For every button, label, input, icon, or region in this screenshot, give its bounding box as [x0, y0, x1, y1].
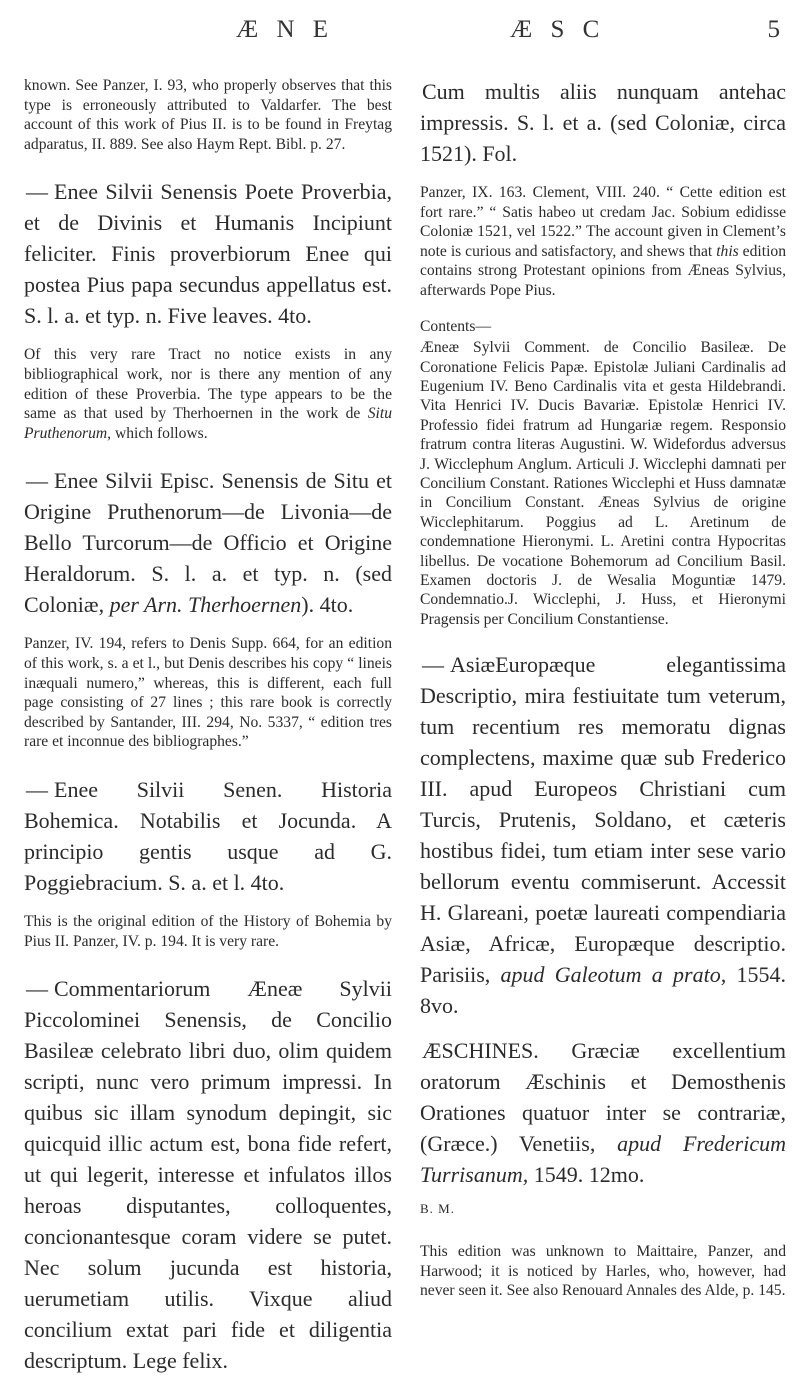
note-text: Panzer, IX. 163. Clement, VIII. 240. “ Cette edition est fort rare.” “ Satis habeo ut credam Jac. Sobium edidisse Coloniæ 1521, vel 1522.” The account given in Clement’s note is curious and satisfactory, and shews that [420, 184, 786, 260]
entry-commentariorum-continued: Cum multis aliis nunquam antehac impressis. S. l. et a. (sed Coloniæ, circa 1521). Fol. [420, 79, 786, 166]
entry-historia-bohemica-note: This is the original edition of the History of Bohemia by Pius II. Panzer, IV. p. 194. It is very rare. [24, 912, 392, 950]
entry-commentariorum-note [420, 183, 786, 301]
entry-dash: — [422, 652, 444, 678]
running-head-right: Æ S C [510, 16, 606, 43]
entry-text-end: 1554. 8vo. [420, 962, 786, 1019]
entry-italic: per Arn. Therhoernen [109, 592, 302, 618]
page-number: 5 [767, 16, 780, 43]
entry-aeschines [420, 1035, 786, 1224]
entry-text: AsiæEuropæque elegantissima Descriptio, mira festiuitate tum veterum, tum recentium res memoratu dignas complectens, maxime quæ sub Frederico III. apud Europeos Christiani cum Turcis, Prutenis, Soldano, et cæteris hostibus fidei, tum etiam inter sese vario bellorum eventu commiserunt. Accessit H. Glareani, poetæ laureati compendiaria Asiæ, Africæ, Europæque descriptio. Parisiis, [420, 652, 786, 988]
entry-aeschines-note: This edition was unknown to Maittaire, Panzer, and Harwood; it is noticed by Harles, who, however, had never seen it. See also Renouard Annales des Alde, p. 145. [420, 1243, 786, 1300]
entry-dash: — [26, 179, 48, 205]
intro-note: known. See Panzer, I. 93, who properly observes that this type is erroneously attributed to Valdarfer. The best account of this work of Pius II. is to be found in Freytag adparatus, II. 889. See also Haym Rept. Bibl. p. 27. [24, 77, 392, 153]
entry-commentariorum [24, 973, 392, 1376]
entry-proverbia [24, 176, 392, 331]
entry-proverbia-note [24, 345, 392, 443]
note-text-end: which follows. [111, 424, 208, 442]
entry-text-end: ). 4to. [301, 592, 354, 618]
entry-dash: — [26, 776, 48, 802]
note-italic: Situ Pruthenorum, [24, 405, 392, 442]
running-header [0, 16, 800, 56]
note-italic: this [716, 242, 739, 260]
entry-italic: apud Fredericum Turrisanum, [420, 1131, 786, 1188]
entry-pruthenorum [24, 465, 392, 620]
entry-italic: apud Galeotum a prato, [500, 962, 727, 988]
entry-text: Enee Silvii Senen. Historia Bohemica. Notabilis et Jocunda. A principio gentis usque ad G. Poggiebracium. S. a. et l. 4to. [24, 776, 392, 895]
entry-heading: ÆSCHINES. [422, 1038, 539, 1064]
library-initials: B. M. [420, 1201, 455, 1217]
entry-dash: — [26, 468, 48, 494]
entry-pruthenorum-note: Panzer, IV. 194, refers to Denis Supp. 664, for an edition of this work, s. a et l., but Denis describes his copy “ lineis inæquali numero,” whereas, this is different, each full page consisting of 27 lines ; this rare book is correctly described by Santander, III. 294, No. 5337, “ edition tres rare et inconnue des bibliographes.” [24, 635, 392, 751]
entry-asiae-europaeque [420, 649, 786, 1021]
entry-text-end: 1549. 12mo. [528, 1162, 645, 1188]
contents-heading: Contents— [420, 317, 492, 335]
note-text-end: edition contains strong Protestant opinions from Æneas Sylvius, afterwards Pope Pius. [420, 242, 786, 299]
entry-text: Græciæ excellentium oratorum Æschinis et Demosthenis Orationes quatuor inter se contrariæ, (Græce.) Venetiis, [420, 1038, 786, 1157]
entry-text: Enee Silvii Episc. Senensis de Situ et Origine Pruthenorum—de Livonia—de Bello Turcorum—de Officio et Origine Heraldorum. S. l. a. et typ. n. (sed Coloniæ, [24, 468, 392, 618]
left-column [24, 76, 392, 1390]
running-head-left: Æ N E [236, 16, 335, 43]
entry-text: Enee Silvii Senensis Poete Proverbia, et de Divinis et Humanis Incipiunt feliciter. Finis proverbiorum Enee qui postea Pius papa secundus appellatus est. S. l. a. et typ. n. Five leaves. 4to. [24, 179, 392, 329]
contents-list: Æneæ Sylvii Comment. de Concilio Basileæ. De Coronatione Felicis Papæ. Epistolæ Juliani Cardinalis ad Eugenium IV. Beno Cardinalis vita et gesta Hildebrandi. Vita Henrici IV. Ducis Bavariæ. Epistolæ Henrici IV. Professio fidei fratrum ad Hungariæ regem. Responsio fratrum contra literas Augustini. W. Widefordus adversus J. Wicclephum Anglum. Articuli J. Wicclephi damnati per Concilium Constant. Rationes Wicclephi et Huss damnatæ in Concilium Constant. Æneas Sylvius de origine Wicclephitarum. Poggius ad L. Aretinum de condemnatione Hieronymi. L. Aretini contra Hypocritas libellus. De vocatione Bohemorum ad Concilium Basil. Examen doctoris J. de Wesalia Moguntiæ 1479. Condemnatio.J. Wicclephi, J. Huss, et Hieronymi Pragensis per Concilium Constantiense. [420, 339, 786, 628]
entry-text: Commentariorum Æneæ Sylvii Piccolominei Senensis, de Concilio Basileæ celebrato libri duo, olim quidem scripti, nunc vero primum impressi. In quibus sic illam synodum depingit, sic quicquid illic actum est, bona fide refert, ut qui legerit, interesse et infulatos illos heroas disputantes, colloquentes, concionantesque coram videre se putet. Nec solum jucunda est historia, uerumetiam utilis. Vixque aliud concilium extat pari fide et diligentia descriptum. Lege felix. [24, 976, 392, 1374]
entry-historia-bohemica [24, 774, 392, 898]
note-text: Of this very rare Tract no notice exists in any bibliographical work, nor is there any mention of any edition of these Proverbia. The type appears to be the same as that used by Therhoernen in the work de [24, 346, 392, 423]
right-column [420, 76, 786, 1317]
entry-dash: — [26, 976, 48, 1002]
